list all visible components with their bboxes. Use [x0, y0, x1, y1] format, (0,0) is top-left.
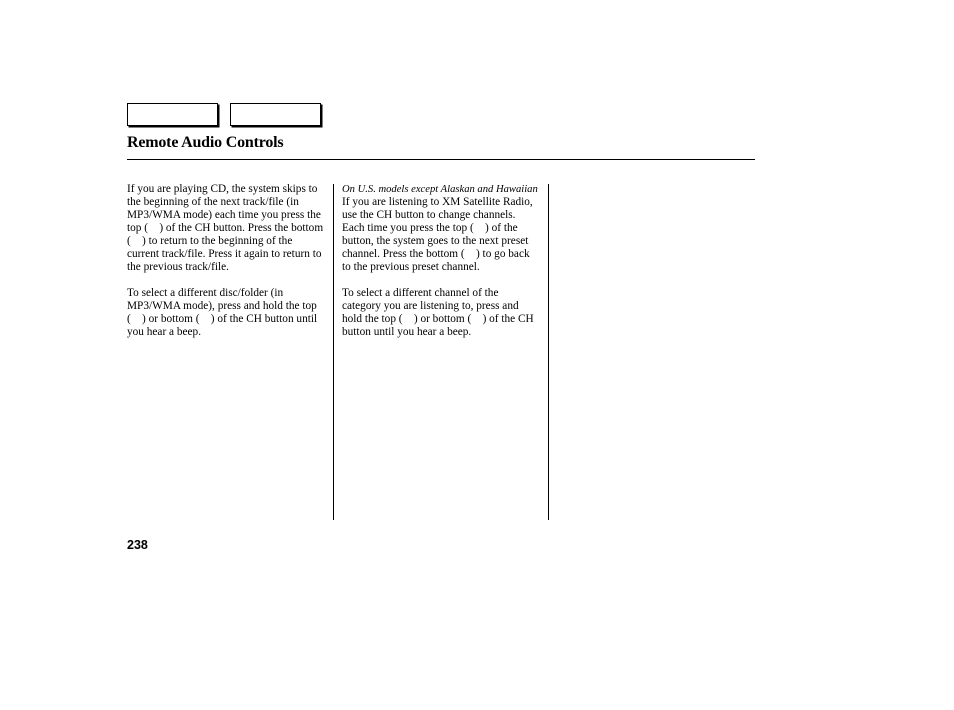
paragraph-disc-folder-select: To select a different disc/folder (in MP3/WMA mode), press and hold the top ( ) or bottom ( ) of the CH button until you hear a beep. — [127, 287, 318, 338]
paragraph-cd-skip: If you are playing CD, the system skips to the beginning of the next track/file (in MP3/WMA mode) each time you press the top ( ) of the CH button. Press the bottom ( ) to return to the beginning of the current track/file. Press it again to return to the previous track/file. — [127, 183, 324, 273]
nav-button-main-menu[interactable] — [127, 103, 218, 126]
page-number: 238 — [127, 538, 148, 552]
column-divider — [548, 184, 549, 520]
model-applicability-note: On U.S. models except Alaskan and Hawaiian — [342, 184, 538, 195]
paragraph-xm-channel-change: If you are listening to XM Satellite Radio, use the CH button to change channels. Each time you press the top ( ) of the button, the system goes to the next preset channel. Press the bottom ( ) to go back to the previous preset channel. — [342, 196, 533, 273]
column-divider — [333, 184, 334, 520]
text-column-2 — [342, 183, 538, 352]
text-column-1 — [127, 183, 327, 352]
page-title: Remote Audio Controls — [127, 134, 284, 151]
nav-button-index[interactable] — [230, 103, 321, 126]
title-divider — [127, 159, 755, 160]
paragraph-xm-category-select: To select a different channel of the category you are listening to, press and hold the top ( ) or bottom ( ) of the CH button until you hear a beep. — [342, 287, 534, 338]
